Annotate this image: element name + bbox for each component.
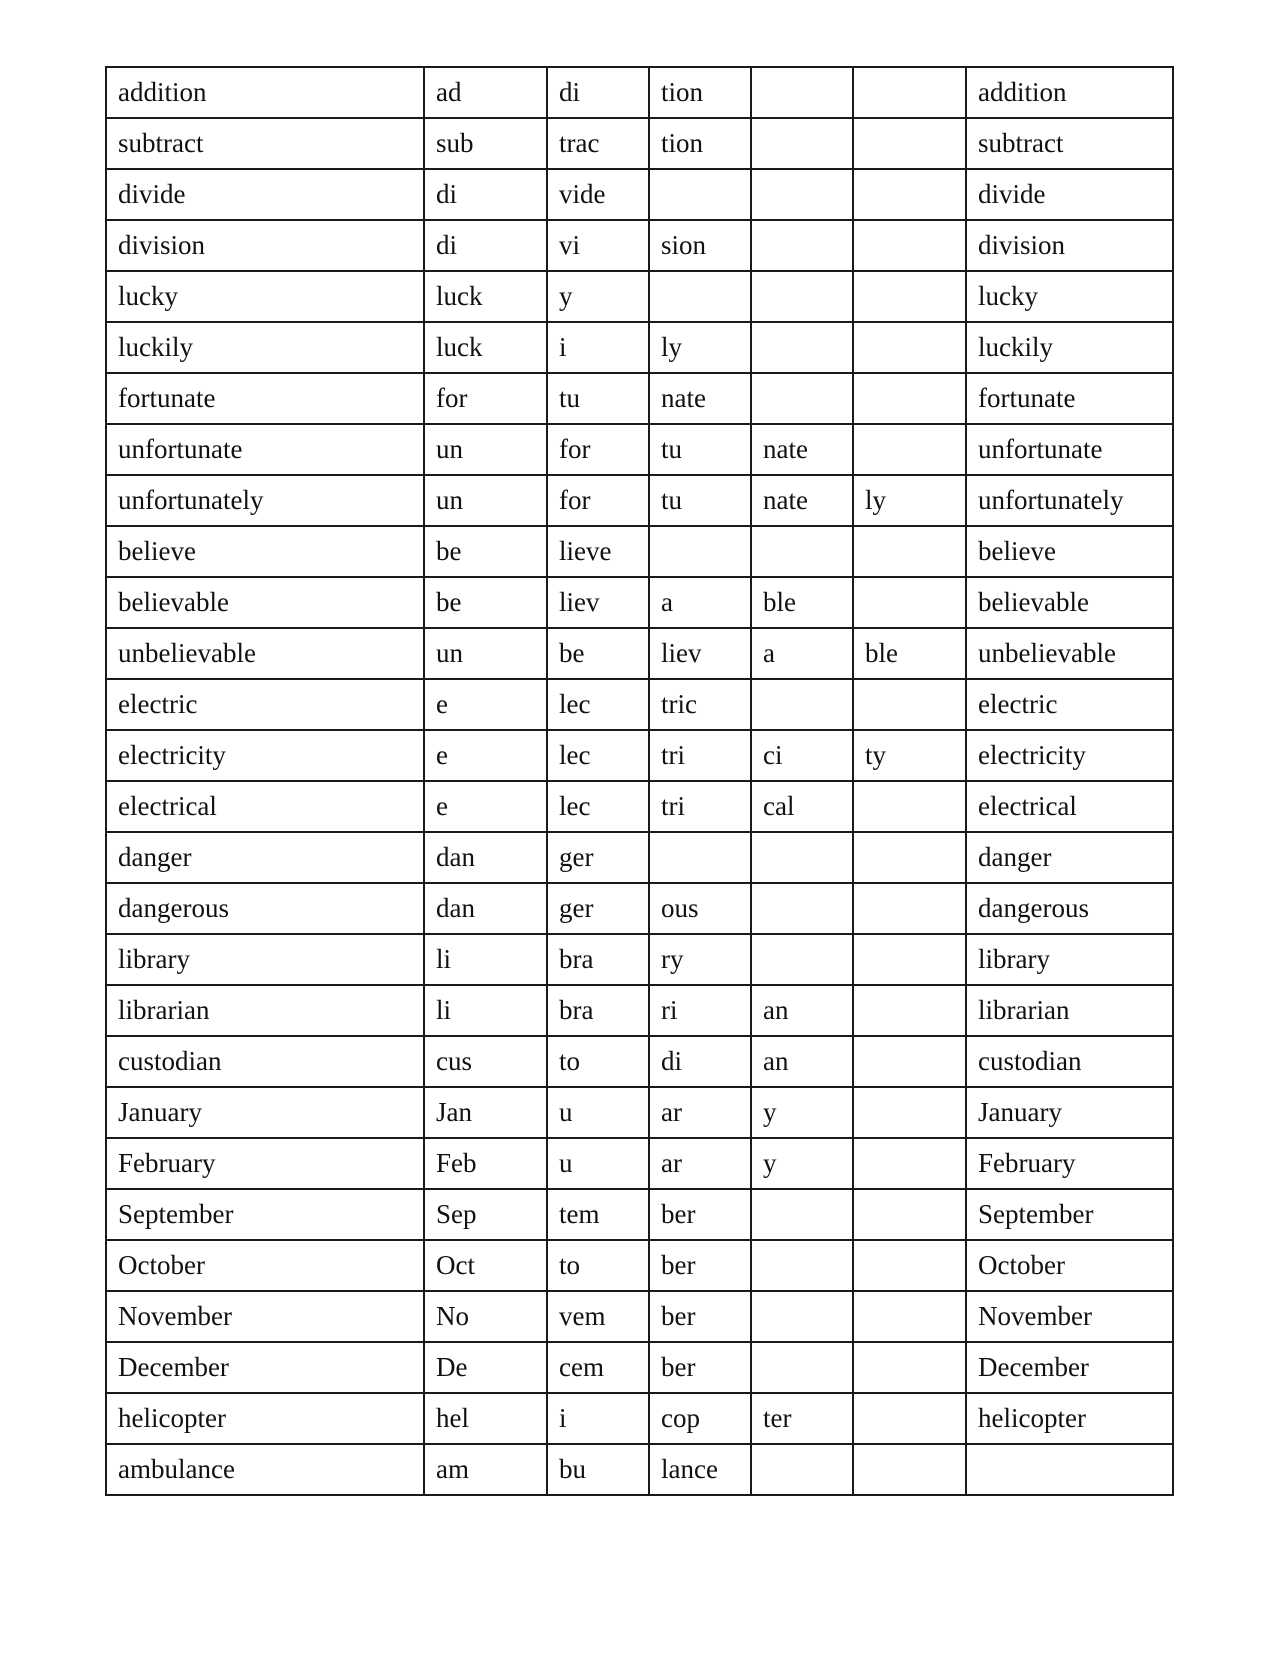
word-cell: believe [106, 526, 424, 577]
word-cell: unfortunately [106, 475, 424, 526]
syllable-3-cell: ous [649, 883, 751, 934]
syllable-2-cell: liev [547, 577, 649, 628]
syllable-4-cell: ble [751, 577, 853, 628]
table-row [106, 1291, 1173, 1342]
syllable-4-cell: ter [751, 1393, 853, 1444]
rewrite-cell: custodian [966, 1036, 1173, 1087]
table-row [106, 322, 1173, 373]
syllable-2-cell: lec [547, 679, 649, 730]
syllable-4-cell: y [751, 1087, 853, 1138]
syllable-3-cell: tu [649, 424, 751, 475]
syllable-4-cell [751, 1342, 853, 1393]
syllable-5-cell [853, 526, 966, 577]
syllable-4-cell: ci [751, 730, 853, 781]
table-row [106, 934, 1173, 985]
word-cell: February [106, 1138, 424, 1189]
syllable-5-cell [853, 1393, 966, 1444]
syllable-2-cell: bra [547, 934, 649, 985]
syllable-1-cell: un [424, 424, 547, 475]
word-cell: custodian [106, 1036, 424, 1087]
syllable-4-cell [751, 832, 853, 883]
syllable-1-cell: for [424, 373, 547, 424]
syllable-3-cell: nate [649, 373, 751, 424]
syllable-3-cell [649, 526, 751, 577]
syllable-2-cell: ger [547, 832, 649, 883]
syllable-3-cell: tri [649, 781, 751, 832]
syllable-2-cell: tu [547, 373, 649, 424]
syllable-4-cell [751, 169, 853, 220]
syllable-4-cell [751, 1291, 853, 1342]
rewrite-cell: electric [966, 679, 1173, 730]
syllable-5-cell: ly [853, 475, 966, 526]
syllable-2-cell: bu [547, 1444, 649, 1495]
table-row [106, 1087, 1173, 1138]
rewrite-cell: dangerous [966, 883, 1173, 934]
rewrite-cell: danger [966, 832, 1173, 883]
syllable-1-cell: e [424, 679, 547, 730]
table-row [106, 1240, 1173, 1291]
rewrite-cell: November [966, 1291, 1173, 1342]
syllable-2-cell: be [547, 628, 649, 679]
syllable-5-cell [853, 424, 966, 475]
syllable-5-cell [853, 1138, 966, 1189]
syllable-4-cell: nate [751, 475, 853, 526]
syllable-5-cell: ty [853, 730, 966, 781]
syllable-1-cell: be [424, 526, 547, 577]
syllable-5-cell [853, 1087, 966, 1138]
table-row [106, 271, 1173, 322]
syllable-1-cell: No [424, 1291, 547, 1342]
table-row [106, 577, 1173, 628]
syllable-2-cell: vem [547, 1291, 649, 1342]
syllable-4-cell: an [751, 1036, 853, 1087]
syllable-5-cell [853, 1342, 966, 1393]
word-cell: electricity [106, 730, 424, 781]
syllable-5-cell [853, 118, 966, 169]
syllable-1-cell: di [424, 220, 547, 271]
syllable-4-cell [751, 118, 853, 169]
word-cell: luckily [106, 322, 424, 373]
table-row [106, 169, 1173, 220]
rewrite-cell: luckily [966, 322, 1173, 373]
rewrite-cell: fortunate [966, 373, 1173, 424]
word-cell: electrical [106, 781, 424, 832]
rewrite-cell [966, 1444, 1173, 1495]
syllable-3-cell [649, 271, 751, 322]
word-cell: subtract [106, 118, 424, 169]
syllable-1-cell: hel [424, 1393, 547, 1444]
word-cell: fortunate [106, 373, 424, 424]
rewrite-cell: September [966, 1189, 1173, 1240]
syllable-1-cell: luck [424, 271, 547, 322]
syllable-3-cell: ber [649, 1189, 751, 1240]
syllable-3-cell: tion [649, 118, 751, 169]
word-cell: ambulance [106, 1444, 424, 1495]
table-row [106, 730, 1173, 781]
rewrite-cell: unbelievable [966, 628, 1173, 679]
table-row [106, 883, 1173, 934]
table-row [106, 1444, 1173, 1495]
syllable-3-cell: ber [649, 1291, 751, 1342]
syllable-1-cell: ad [424, 67, 547, 118]
syllable-5-cell [853, 1189, 966, 1240]
syllable-2-cell: i [547, 1393, 649, 1444]
syllable-5-cell [853, 67, 966, 118]
table-row [106, 628, 1173, 679]
table-row [106, 424, 1173, 475]
syllable-4-cell [751, 883, 853, 934]
syllable-2-cell: u [547, 1138, 649, 1189]
table-row [106, 1342, 1173, 1393]
syllable-1-cell: li [424, 985, 547, 1036]
syllable-1-cell: di [424, 169, 547, 220]
syllable-4-cell [751, 1189, 853, 1240]
rewrite-cell: lucky [966, 271, 1173, 322]
syllable-4-cell: y [751, 1138, 853, 1189]
syllable-4-cell [751, 934, 853, 985]
syllable-3-cell: tion [649, 67, 751, 118]
syllable-2-cell: to [547, 1036, 649, 1087]
syllable-5-cell [853, 1444, 966, 1495]
table-row [106, 679, 1173, 730]
rewrite-cell: January [966, 1087, 1173, 1138]
table-row [106, 1393, 1173, 1444]
syllable-4-cell [751, 1240, 853, 1291]
syllable-2-cell: tem [547, 1189, 649, 1240]
syllable-2-cell: lec [547, 781, 649, 832]
syllable-4-cell: a [751, 628, 853, 679]
syllable-1-cell: Jan [424, 1087, 547, 1138]
syllable-2-cell: lieve [547, 526, 649, 577]
rewrite-cell: believe [966, 526, 1173, 577]
syllable-5-cell [853, 832, 966, 883]
table-row [106, 781, 1173, 832]
rewrite-cell: believable [966, 577, 1173, 628]
syllable-3-cell: tric [649, 679, 751, 730]
rewrite-cell: electrical [966, 781, 1173, 832]
syllable-3-cell [649, 169, 751, 220]
syllable-4-cell [751, 679, 853, 730]
rewrite-cell: librarian [966, 985, 1173, 1036]
syllable-table [105, 66, 1174, 1496]
syllable-3-cell: ry [649, 934, 751, 985]
syllable-3-cell: liev [649, 628, 751, 679]
syllable-3-cell: sion [649, 220, 751, 271]
syllable-5-cell [853, 1036, 966, 1087]
syllable-5-cell [853, 1291, 966, 1342]
word-cell: electric [106, 679, 424, 730]
syllable-5-cell [853, 373, 966, 424]
word-cell: September [106, 1189, 424, 1240]
syllable-2-cell: y [547, 271, 649, 322]
word-cell: dangerous [106, 883, 424, 934]
word-cell: January [106, 1087, 424, 1138]
word-cell: believable [106, 577, 424, 628]
table-row [106, 220, 1173, 271]
syllable-1-cell: sub [424, 118, 547, 169]
rewrite-cell: December [966, 1342, 1173, 1393]
word-cell: division [106, 220, 424, 271]
rewrite-cell: unfortunate [966, 424, 1173, 475]
syllable-2-cell: vi [547, 220, 649, 271]
word-cell: unfortunate [106, 424, 424, 475]
syllable-2-cell: vide [547, 169, 649, 220]
syllable-5-cell [853, 934, 966, 985]
syllable-1-cell: Feb [424, 1138, 547, 1189]
syllable-3-cell [649, 832, 751, 883]
syllable-3-cell: di [649, 1036, 751, 1087]
syllable-3-cell: lance [649, 1444, 751, 1495]
table-row [106, 373, 1173, 424]
word-cell: danger [106, 832, 424, 883]
syllable-2-cell: trac [547, 118, 649, 169]
syllable-5-cell [853, 679, 966, 730]
syllable-3-cell: ar [649, 1138, 751, 1189]
syllable-1-cell: am [424, 1444, 547, 1495]
syllable-1-cell: dan [424, 832, 547, 883]
syllable-5-cell [853, 883, 966, 934]
table-row [106, 526, 1173, 577]
syllable-1-cell: cus [424, 1036, 547, 1087]
syllable-4-cell [751, 526, 853, 577]
syllable-1-cell: li [424, 934, 547, 985]
syllable-4-cell [751, 67, 853, 118]
word-cell: November [106, 1291, 424, 1342]
rewrite-cell: electricity [966, 730, 1173, 781]
syllable-1-cell: Oct [424, 1240, 547, 1291]
table-row [106, 67, 1173, 118]
syllable-1-cell: be [424, 577, 547, 628]
rewrite-cell: library [966, 934, 1173, 985]
rewrite-cell: divide [966, 169, 1173, 220]
rewrite-cell: helicopter [966, 1393, 1173, 1444]
syllable-2-cell: di [547, 67, 649, 118]
table-row [106, 832, 1173, 883]
table-row [106, 118, 1173, 169]
syllable-1-cell: e [424, 781, 547, 832]
syllable-4-cell [751, 322, 853, 373]
rewrite-cell: October [966, 1240, 1173, 1291]
syllable-1-cell: luck [424, 322, 547, 373]
syllable-1-cell: un [424, 628, 547, 679]
syllable-4-cell [751, 1444, 853, 1495]
syllable-1-cell: Sep [424, 1189, 547, 1240]
syllable-2-cell: for [547, 424, 649, 475]
table-row [106, 985, 1173, 1036]
rewrite-cell: February [966, 1138, 1173, 1189]
syllable-2-cell: ger [547, 883, 649, 934]
syllable-2-cell: to [547, 1240, 649, 1291]
word-cell: helicopter [106, 1393, 424, 1444]
syllable-4-cell [751, 373, 853, 424]
word-cell: addition [106, 67, 424, 118]
word-cell: divide [106, 169, 424, 220]
syllable-4-cell: nate [751, 424, 853, 475]
table-row [106, 475, 1173, 526]
syllable-1-cell: e [424, 730, 547, 781]
syllable-5-cell [853, 985, 966, 1036]
syllable-5-cell [853, 781, 966, 832]
syllable-5-cell [853, 1240, 966, 1291]
syllable-5-cell [853, 577, 966, 628]
word-cell: October [106, 1240, 424, 1291]
syllable-3-cell: ri [649, 985, 751, 1036]
syllable-3-cell: ly [649, 322, 751, 373]
word-cell: unbelievable [106, 628, 424, 679]
syllable-3-cell: tu [649, 475, 751, 526]
syllable-3-cell: cop [649, 1393, 751, 1444]
rewrite-cell: unfortunately [966, 475, 1173, 526]
syllable-3-cell: ber [649, 1240, 751, 1291]
syllable-4-cell: an [751, 985, 853, 1036]
syllable-1-cell: dan [424, 883, 547, 934]
table-row [106, 1189, 1173, 1240]
syllable-5-cell [853, 322, 966, 373]
rewrite-cell: division [966, 220, 1173, 271]
word-cell: librarian [106, 985, 424, 1036]
word-cell: lucky [106, 271, 424, 322]
syllable-4-cell [751, 271, 853, 322]
rewrite-cell: subtract [966, 118, 1173, 169]
syllable-2-cell: i [547, 322, 649, 373]
syllable-1-cell: De [424, 1342, 547, 1393]
syllable-3-cell: a [649, 577, 751, 628]
syllable-2-cell: cem [547, 1342, 649, 1393]
syllable-5-cell [853, 220, 966, 271]
syllable-2-cell: lec [547, 730, 649, 781]
syllable-5-cell: ble [853, 628, 966, 679]
rewrite-cell: addition [966, 67, 1173, 118]
syllable-3-cell: tri [649, 730, 751, 781]
syllable-3-cell: ar [649, 1087, 751, 1138]
syllable-5-cell [853, 169, 966, 220]
syllable-4-cell: cal [751, 781, 853, 832]
word-cell: December [106, 1342, 424, 1393]
syllable-3-cell: ber [649, 1342, 751, 1393]
syllable-2-cell: for [547, 475, 649, 526]
syllable-5-cell [853, 271, 966, 322]
table-row [106, 1036, 1173, 1087]
table-row [106, 1138, 1173, 1189]
syllable-2-cell: u [547, 1087, 649, 1138]
syllable-2-cell: bra [547, 985, 649, 1036]
syllable-4-cell [751, 220, 853, 271]
syllable-1-cell: un [424, 475, 547, 526]
word-cell: library [106, 934, 424, 985]
table-body [106, 67, 1173, 1495]
